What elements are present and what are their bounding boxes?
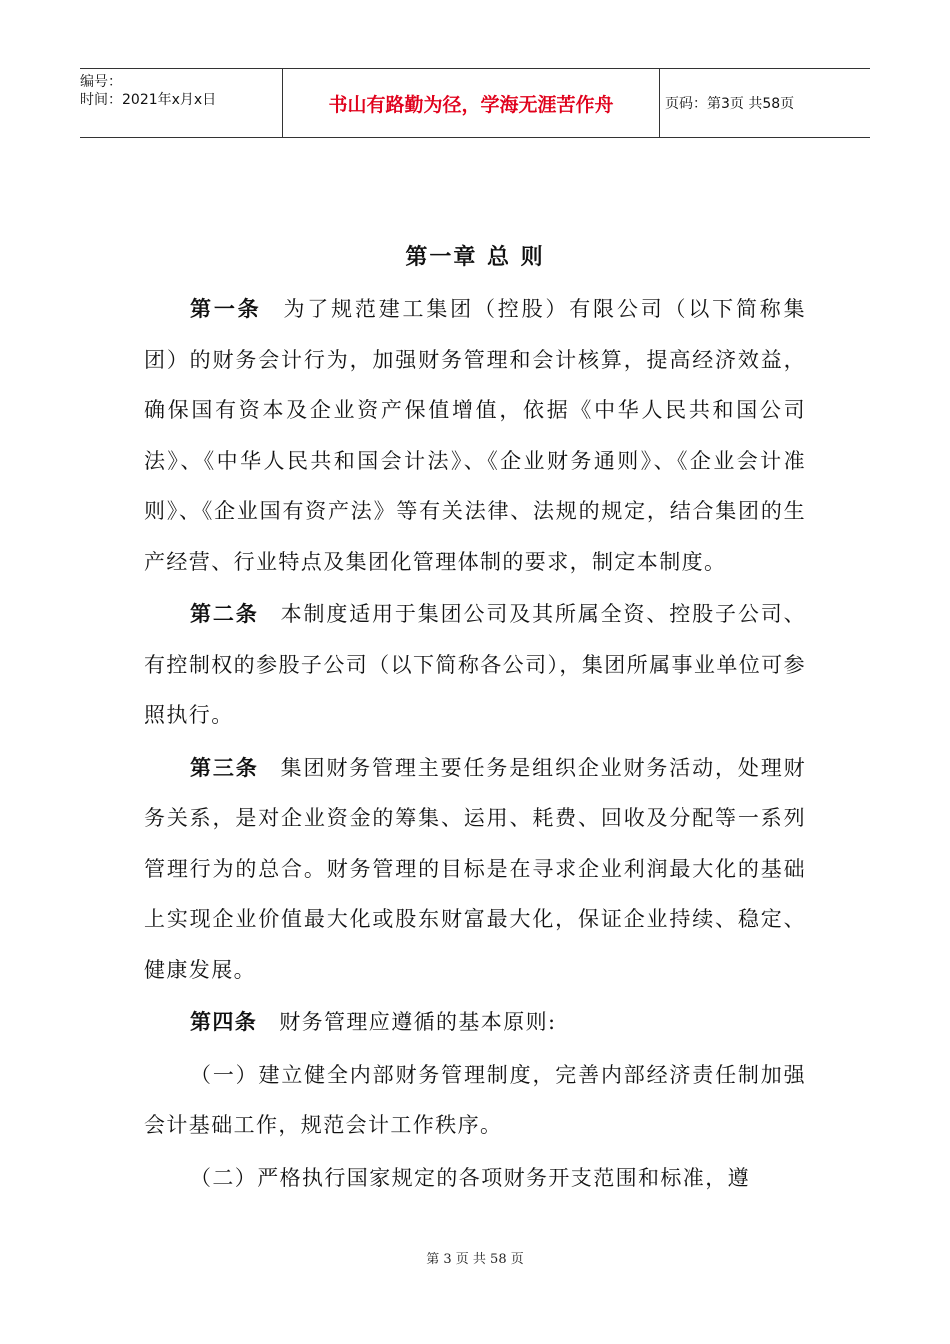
header-page-number: 页码：第3页 共58页 — [665, 96, 795, 112]
article-text: 为了规范建工集团（控股）有限公司（以下简称集团）的财务会计行为，加强财务管理和会计核算，提高经济效益，确保国有资本及企业资产保值增值，依据《中华人民共和国公司法》、《中华人民共和国会计法》、《企业财务通则》、《企业会计准则》、《企业国有资产法》等有关法律、法规的规定，结合集团的生产经营、行业特点及集团化管理体制的要求，制定本制度。 — [144, 297, 806, 574]
principle-item — [144, 1050, 806, 1151]
article-paragraph — [144, 997, 806, 1048]
article-text: 本制度适用于集团公司及其所属全资、控股子公司、有控制权的参股子公司（以下简称各公司），集团所属事业单位可参照执行。 — [144, 602, 806, 727]
header-meta — [80, 69, 280, 141]
chapter-title: 第一章 总 则 — [405, 245, 545, 270]
principle-text: （二）严格执行国家规定的各项财务开支范围和标准，遵 — [190, 1165, 750, 1190]
page-header — [80, 68, 870, 138]
article-paragraph — [144, 589, 806, 741]
article-paragraph — [144, 284, 806, 587]
principle-text: （一）建立健全内部财务管理制度，完善内部经济责任制加强会计基础工作，规范会计工作秩序。 — [144, 1062, 806, 1137]
article-number: 第四条 — [190, 1010, 258, 1034]
article-text: 财务管理应遵循的基本原则: — [279, 1010, 557, 1034]
article-number: 第一条 — [190, 297, 262, 321]
document-date: 时间：2021年x月x日 — [80, 92, 217, 108]
document-body — [144, 284, 806, 1205]
document-number-label: 编号： — [80, 74, 122, 90]
principle-item — [144, 1153, 806, 1204]
page-footer: 第 3 页 共 58 页 — [426, 1252, 524, 1267]
header-motto: 书山有路勤为径，学海无涯苦作舟 — [282, 69, 660, 137]
article-number: 第二条 — [190, 602, 259, 626]
article-number: 第三条 — [190, 755, 259, 780]
article-paragraph — [144, 743, 806, 996]
article-text: 集团财务管理主要任务是组织企业财务活动，处理财务关系，是对企业资金的筹集、运用、耗费、回收及分配等一系列管理行为的总合。财务管理的目标是在寻求企业利润最大化的基础上实现企业价值最大化或股东财富最大化，保证企业持续、稳定、健康发展。 — [144, 755, 806, 982]
